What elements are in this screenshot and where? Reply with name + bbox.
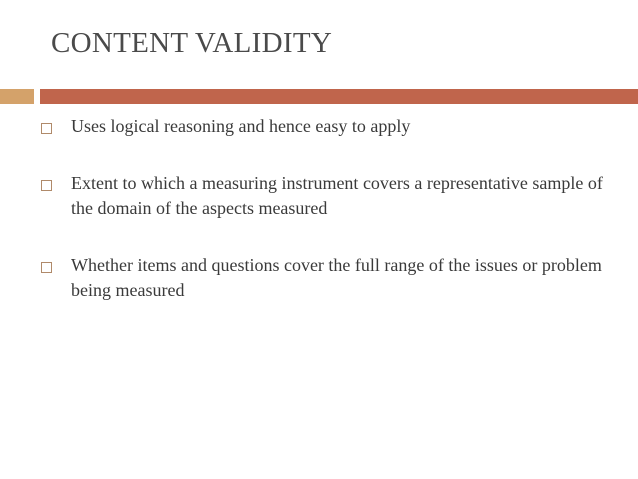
bullet-text: Whether items and questions cover the full range of the issues or problem being measured [71, 255, 602, 300]
square-bullet-icon [41, 262, 52, 273]
bullet-item [0, 114, 638, 139]
square-bullet-icon [41, 180, 52, 191]
bullet-item [0, 253, 638, 303]
square-bullet-icon [41, 123, 52, 134]
title-accent-bar-left [0, 89, 34, 104]
bullet-text: Uses logical reasoning and hence easy to apply [71, 116, 411, 136]
slide-title: CONTENT VALIDITY [51, 27, 333, 59]
title-accent-bar-right [40, 89, 638, 104]
bullet-text: Extent to which a measuring instrument covers a representative sample of the domain of the aspects measured [71, 173, 603, 218]
bullet-list [0, 114, 638, 335]
bullet-item [0, 171, 638, 221]
